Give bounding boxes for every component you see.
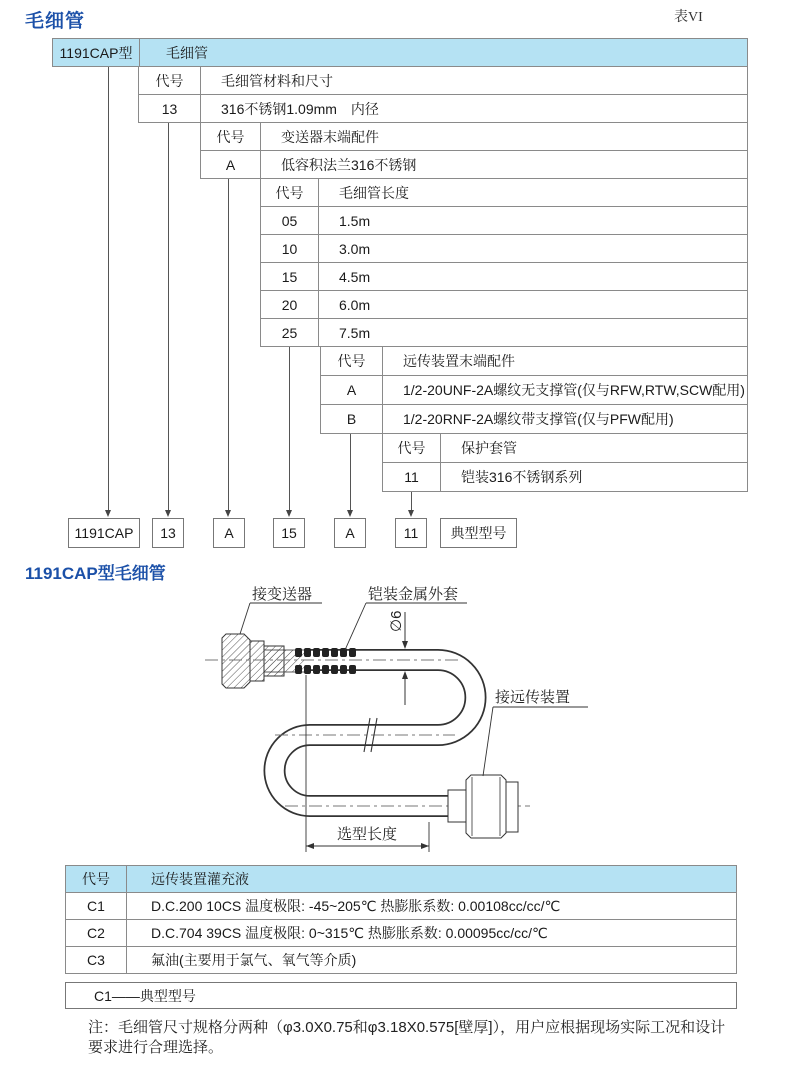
ordering-code-cell: B (321, 405, 383, 433)
fill-desc-cell: D.C.200 10CS 温度极限: -45~205℃ 热膨胀系数: 0.00108cc/cc/℃ (151, 898, 561, 914)
ordering-row (320, 375, 748, 405)
length-label: 选型长度 (336, 826, 398, 843)
model-code-box: 13 (152, 518, 184, 548)
typical-fill-model-box (65, 982, 737, 1009)
ordering-row (260, 234, 748, 263)
model-name-cell: 1191CAP型 (53, 39, 140, 66)
model-code-box: 15 (273, 518, 305, 548)
ordering-row (320, 404, 748, 434)
leader-line (411, 492, 412, 511)
leader-line (350, 434, 351, 511)
ordering-row (260, 178, 748, 207)
ordering-code-cell: 代号 (139, 67, 201, 94)
category-cell: 毛细管 (166, 44, 208, 61)
ordering-row (320, 346, 748, 376)
fill-desc-cell: 氟油(主要用于氯气、氧气等介质) (151, 952, 357, 968)
ordering-desc-cell: 变送器末端配件 (281, 128, 379, 145)
transmitter-fitting (222, 634, 306, 688)
diameter-label: ∅6 (388, 610, 405, 632)
fill-table-row (65, 946, 737, 974)
typical-fill-model-label: C1——典型型号 (94, 987, 196, 1004)
ordering-desc-cell: 铠装316不锈钢系列 (461, 469, 583, 485)
fill-table-row (65, 919, 737, 947)
ordering-row (260, 318, 748, 347)
drawing-section-title: 1191CAP型毛细管 (25, 564, 166, 583)
arrow-down-icon (225, 510, 231, 517)
leader-line (289, 347, 290, 511)
model-code-box: 11 (395, 518, 427, 548)
model-code-box: 1191CAP (68, 518, 140, 548)
ordering-desc-cell: 1/2-20RNF-2A螺纹带支撑管(仅与PFW配用) (403, 411, 674, 427)
ordering-code-cell: 20 (261, 291, 319, 318)
ordering-desc-cell: 1/2-20UNF-2A螺纹无支撑管(仅与RFW,RTW,SCW配用) (403, 382, 745, 398)
ordering-code-cell: 11 (383, 463, 441, 491)
fill-desc-cell: D.C.704 39CS 温度极限: 0~315℃ 热膨胀系数: 0.00095cc/cc/℃ (151, 925, 548, 941)
ordering-code-cell: A (201, 151, 261, 178)
transmitter-end-label: 接变送器 (252, 586, 313, 603)
ordering-desc-cell: 316不锈钢1.09mm 内径 (221, 100, 379, 117)
ordering-desc-cell: 远传装置末端配件 (403, 353, 515, 369)
fill-name-header-cell: 远传装置灌充液 (151, 871, 249, 887)
model-code-box: A (334, 518, 366, 548)
arrow-down-icon (105, 510, 111, 517)
footnote: 注：毛细管尺寸规格分两种（φ3.0X0.75和φ3.18X0.575[壁厚]），用户应根据现场实际工况和设计要求进行合理选择。 (88, 1019, 726, 1056)
ordering-table-header (52, 38, 748, 67)
ordering-row (138, 94, 748, 123)
ordering-desc-cell: 3.0m (339, 240, 371, 257)
ordering-row (138, 66, 748, 95)
ordering-desc-cell: 1.5m (339, 212, 371, 229)
leader-line (108, 67, 109, 511)
leader-line (168, 123, 169, 511)
ordering-code-cell: 10 (261, 235, 319, 262)
arrow-down-icon (408, 510, 414, 517)
ordering-desc-cell: 7.5m (339, 324, 371, 341)
ordering-row (260, 206, 748, 235)
ordering-desc-cell: 6.0m (339, 296, 371, 313)
fill-table-header (65, 865, 737, 893)
ordering-desc-cell: 保护套管 (461, 440, 517, 456)
leader-line (228, 179, 229, 511)
ordering-code-cell: 25 (261, 319, 319, 346)
capillary-tube (275, 660, 476, 806)
arrow-down-icon (286, 510, 292, 517)
ordering-row (260, 262, 748, 291)
ordering-row (200, 122, 748, 151)
capillary-drawing (200, 580, 620, 870)
ordering-code-cell: 05 (261, 207, 319, 234)
remote-fitting (448, 775, 518, 838)
ordering-desc-cell: 毛细管长度 (339, 184, 409, 201)
fill-code-header-cell: 代号 (66, 866, 127, 892)
arrow-down-icon (165, 510, 171, 517)
ordering-row (382, 433, 748, 463)
ordering-row (200, 150, 748, 179)
fill-code-cell: C3 (66, 947, 127, 973)
remote-end-label: 接远传装置 (495, 689, 571, 706)
ordering-code-cell: 代号 (261, 179, 319, 206)
ordering-desc-cell: 毛细管材料和尺寸 (221, 72, 333, 89)
ordering-code-cell: 代号 (201, 123, 261, 150)
fill-code-cell: C1 (66, 893, 127, 919)
model-code-box: 典型型号 (440, 518, 517, 548)
ordering-desc-cell: 低容积法兰316不锈钢 (281, 156, 417, 173)
ordering-row (260, 290, 748, 319)
model-code-box: A (213, 518, 245, 548)
ordering-desc-cell: 4.5m (339, 268, 371, 285)
ordering-code-cell: 13 (139, 95, 201, 122)
ordering-code-cell: A (321, 376, 383, 404)
fill-table-row (65, 892, 737, 920)
page-title: 毛细管 (25, 11, 86, 32)
fill-code-cell: C2 (66, 920, 127, 946)
table-reference: 表VI (674, 10, 703, 25)
armor-jacket-label: 铠装金属外套 (368, 586, 459, 603)
arrow-down-icon (347, 510, 353, 517)
ordering-code-cell: 15 (261, 263, 319, 290)
ordering-code-cell: 代号 (321, 347, 383, 375)
ordering-code-cell: 代号 (383, 434, 441, 462)
ordering-row (382, 462, 748, 492)
